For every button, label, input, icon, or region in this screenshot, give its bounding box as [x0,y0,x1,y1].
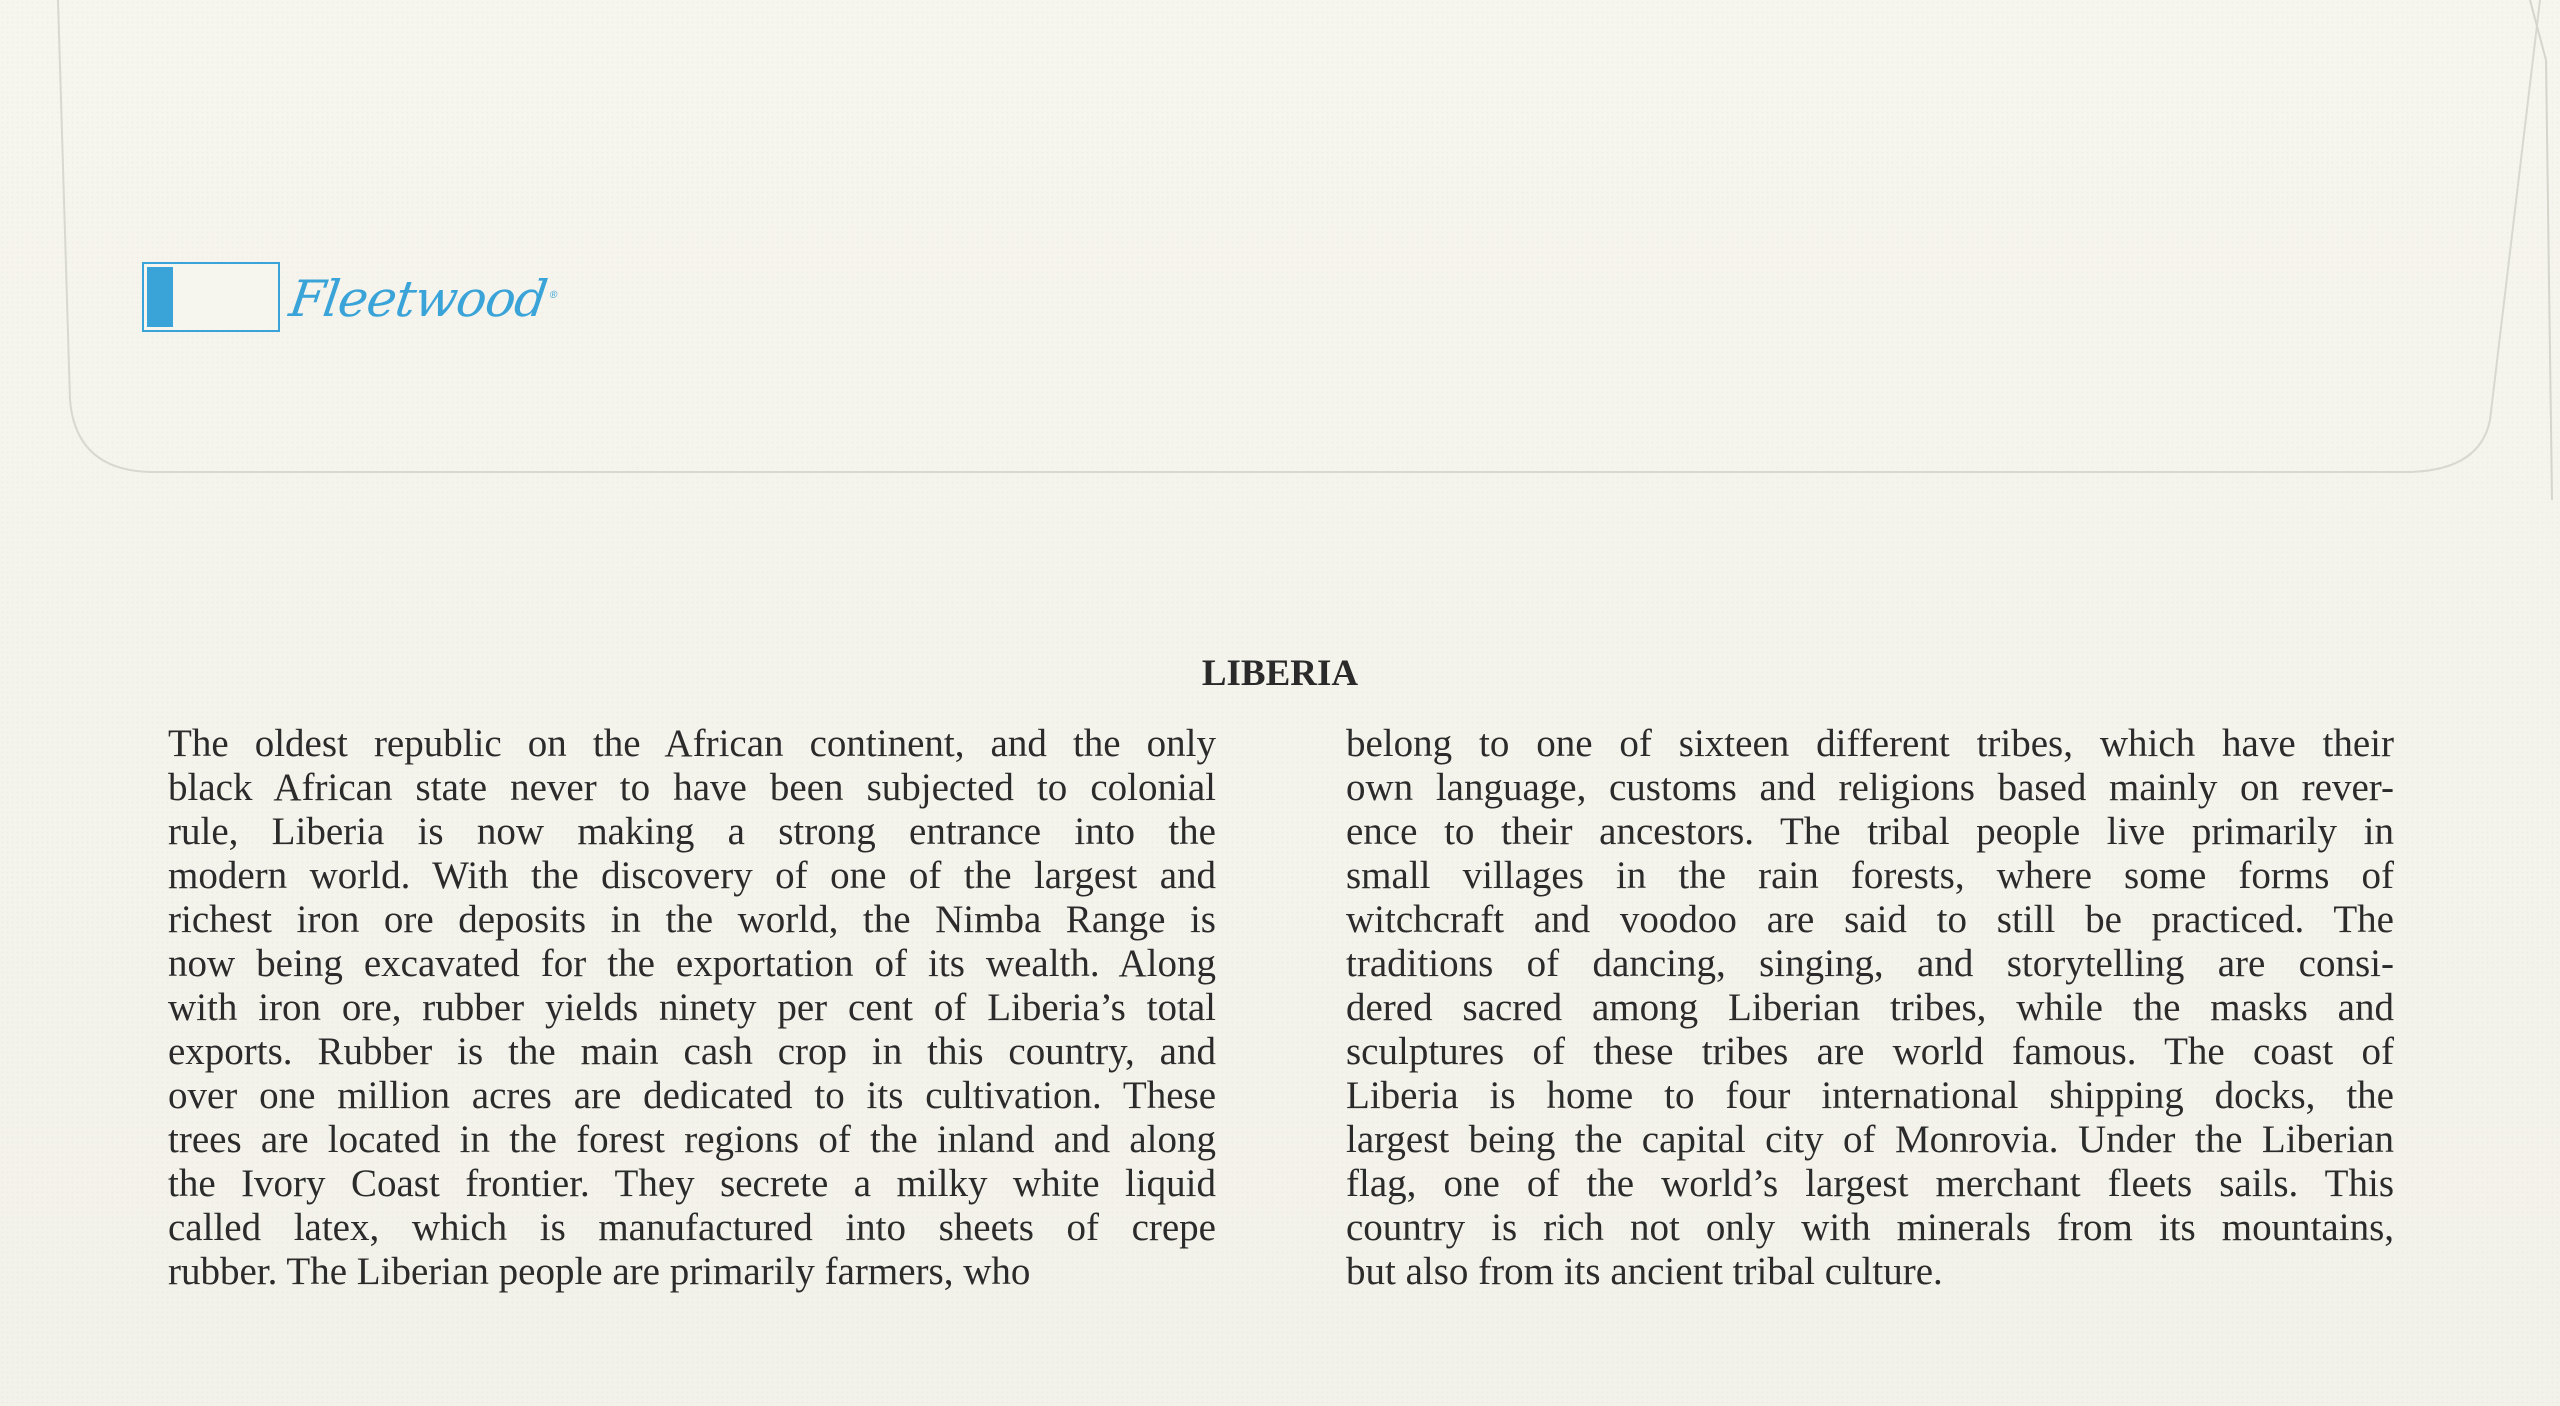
logo-brand-text: Fleetwood [285,270,551,328]
left-column [168,722,1216,1294]
text-line-content: black African state never to have been subjected to colonial [168,766,1216,809]
logo-box-fill [147,267,173,327]
text-line-content: called latex, which is manufactured into sheets of crepe [168,1206,1216,1249]
text-line [1346,1206,2394,1250]
text-line [168,722,1216,766]
text-line [1346,1074,2394,1118]
text-line-content: richest iron ore deposits in the world, the Nimba Range is [168,898,1216,941]
text-line-content: rubber. The Liberian people are primarily farmers, who [168,1250,1031,1293]
text-line [168,1162,1216,1206]
text-line [168,1206,1216,1250]
text-line [168,1030,1216,1074]
text-line [1346,1118,2394,1162]
text-line-content: dered sacred among Liberian tribes, while the masks and [1346,986,2394,1029]
text-line [1346,1030,2394,1074]
text-line-content: small villages in the rain forests, where some forms of [1346,854,2394,897]
text-line-content: now being excavated for the exportation of its wealth. Along [168,942,1216,985]
text-line [1346,722,2394,766]
text-line [1346,986,2394,1030]
text-line-content: the Ivory Coast frontier. They secrete a milky white liquid [168,1162,1216,1205]
envelope-flap [0,0,2560,500]
envelope-right-edge [2530,0,2552,500]
text-line-content: belong to one of sixteen different tribes, which have their [1346,722,2394,765]
text-line [168,1250,1216,1294]
text-line [168,854,1216,898]
article-title: LIBERIA [1201,653,1359,694]
text-line [1346,942,2394,986]
text-line-content: trees are located in the forest regions of the inland and along [168,1118,1216,1161]
text-line-content: but also from its ancient tribal culture. [1346,1250,1943,1293]
text-line [168,986,1216,1030]
text-line-content: Liberia is home to four international shipping docks, the [1346,1074,2394,1117]
text-line [1346,766,2394,810]
logo-box-icon [142,262,280,332]
text-line [168,1118,1216,1162]
text-line [1346,854,2394,898]
text-line [1346,1162,2394,1206]
logo-wordmark [286,270,561,328]
text-line [1346,898,2394,942]
text-line [168,766,1216,810]
text-line-content: witchcraft and voodoo are said to still be practiced. The [1346,898,2394,941]
text-line-content: with iron ore, rubber yields ninety per cent of Liberia’s total [168,986,1216,1029]
text-line-content: flag, one of the world’s largest merchant fleets sails. This [1346,1162,2394,1205]
text-line-content: rule, Liberia is now making a strong entrance into the [168,810,1216,853]
text-line [1346,1250,2394,1294]
text-line-content: country is rich not only with minerals from its mountains, [1346,1206,2394,1249]
text-line [168,810,1216,854]
flap-edge [58,0,2540,472]
text-line [1346,810,2394,854]
text-line [168,898,1216,942]
text-line-content: exports. Rubber is the main cash crop in this country, and [168,1030,1216,1073]
text-line-content: traditions of dancing, singing, and storytelling are consi- [1346,942,2394,985]
text-line-content: sculptures of these tribes are world famous. The coast of [1346,1030,2394,1073]
right-column [1346,722,2394,1294]
text-line-content: largest being the capital city of Monrovia. Under the Liberian [1346,1118,2394,1161]
text-line-content: modern world. With the discovery of one of the largest and [168,854,1216,897]
registered-mark: ® [547,290,559,302]
text-line-content: The oldest republic on the African continent, and the only [168,722,1216,765]
text-line [168,942,1216,986]
text-line-content: ence to their ancestors. The tribal people live primarily in [1346,810,2394,853]
text-line [168,1074,1216,1118]
fleetwood-logo [142,260,557,334]
text-line-content: own language, customs and religions based mainly on rever- [1346,766,2394,809]
text-line-content: over one million acres are dedicated to its cultivation. These [168,1074,1216,1117]
